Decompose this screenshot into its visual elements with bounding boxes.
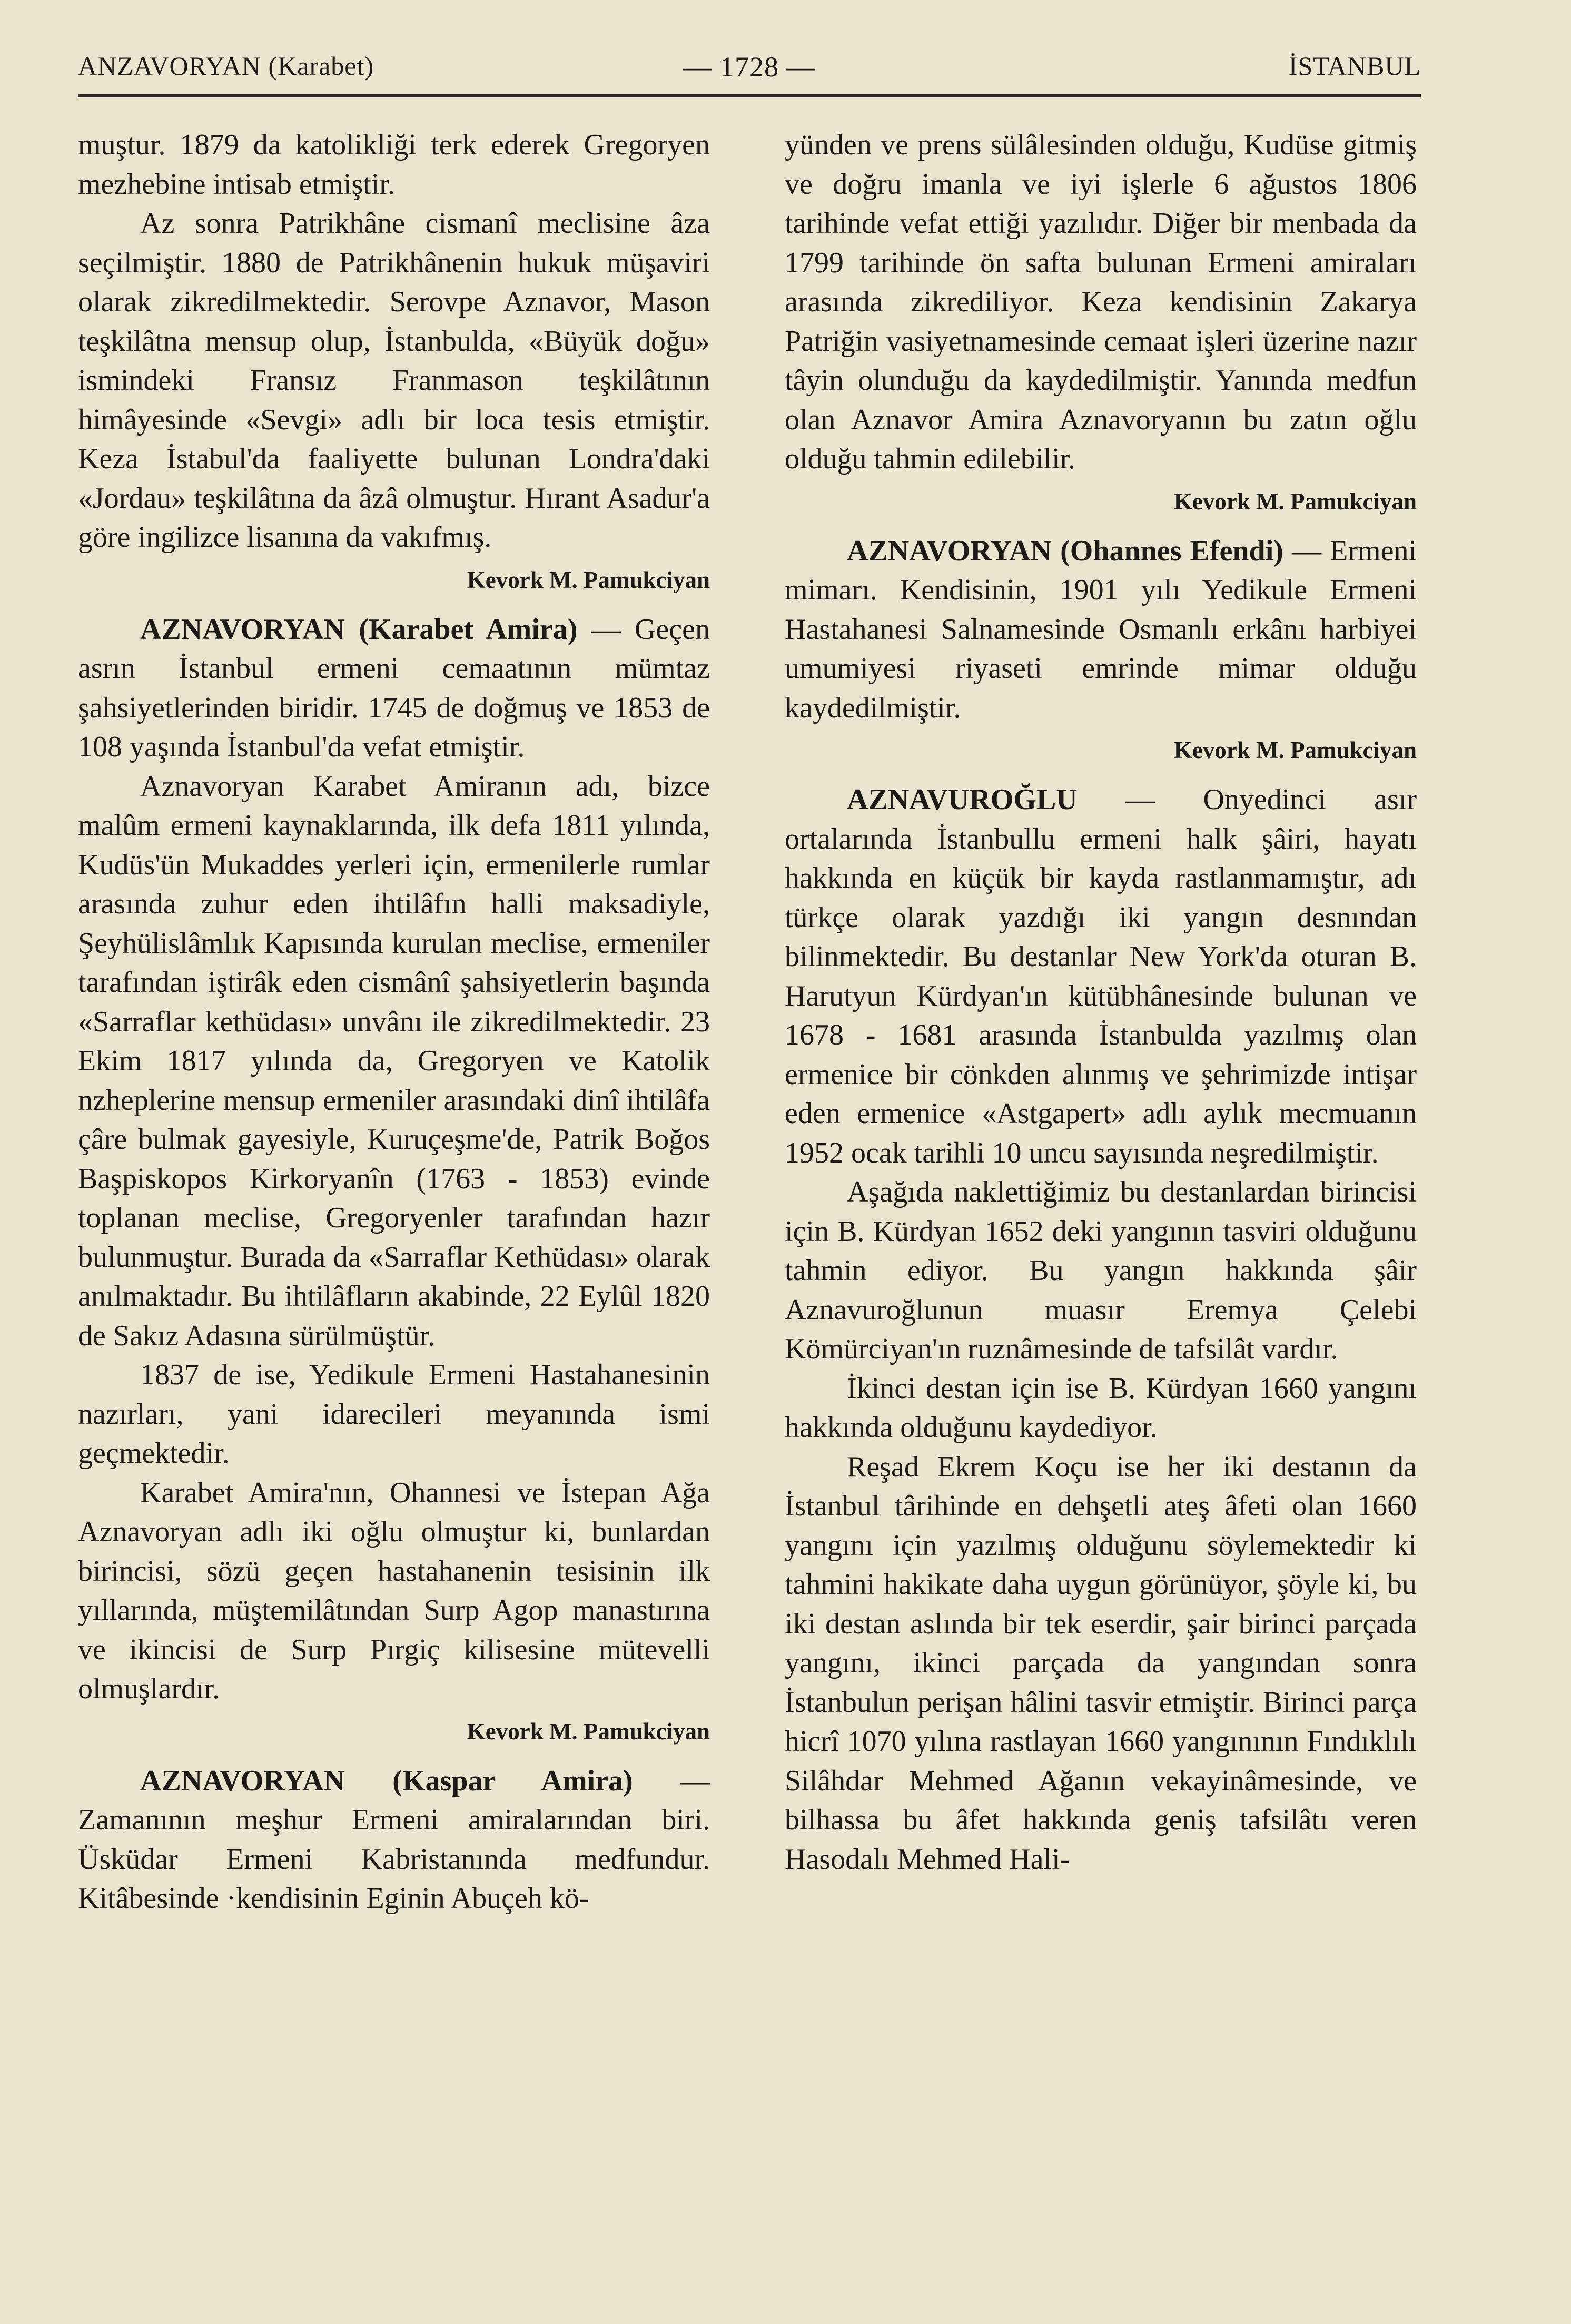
article-headword: AZNAVORYAN (Karabet Amira) [140, 613, 578, 646]
paragraph: Karabet Amira'nın, Ohannesi ve İstepan Ağa Aznavoryan adlı iki oğlu olmuştur ki, bunlardan birincisi, sözü geçen hastahanenin tesisinin ilk yıllarında, müştemilâtından Surp Agop manastırına ve ikincisi de Surp Pırgiç kilisesine mütevelli olmuşlardır. [78, 1476, 710, 1705]
right-column [785, 125, 1417, 1879]
paragraph: Aznavoryan Karabet Amiranın adı, bizce malûm ermeni kaynaklarında, ilk defa 1811 yılında, Kudüs'ün Mukaddes yerleri için, ermenilerle rumlar arasında zuhur eden ihtilâfın halli maksadiyle, Şeyhülislâmlık Kapısında kurulan meclise, ermeniler tarafından iştirâk eden cismânî şahsiyetlerin başında «Sarraflar kethüdası» unvânı ile zikredilmektedir. 23 Ekim 1817 yılında da, Gregoryen ve Katolik nzheplerine mensup ermeniler arasındaki dinî ihtilâfa çâre bulmak gayesiyle, Kuruçeşme'de, Patrik Boğos Başpiskopos Kirkoryanîn (1763 - 1853) evinde toplanan meclise, Gregoryenler tarafından hazır bulunmuştur. Burada da «Sarraflar Kethüdası» olarak anılmaktadır. Bu ihtilâfların akabinde, 22 Eylûl 1820 de Sakız Adasına sürülmüştür. [78, 770, 710, 1352]
left-column [78, 125, 710, 1918]
article-lead-text: — Geçen asrın İstanbul ermeni cemaatının mümtaz şahsiyetlerinden biridir. 1745 de doğmuş ve 1853 de 108 yaşında İstanbul'da vefat etmiştir. [78, 613, 710, 763]
author-signature: Kevork M. Pamukciyan [1173, 488, 1417, 515]
article-headword: AZNAVUROĞLU [847, 783, 1078, 816]
article-headword: AZNAVORYAN (Kaspar Amira) [140, 1764, 633, 1797]
article-headword: AZNAVORYAN (Ohannes Efendi) [847, 534, 1283, 567]
running-header [78, 51, 1421, 87]
paragraph: muştur. 1879 da katolikliği terk ederek Gregoryen mezhebine intisab etmiştir. [78, 129, 710, 201]
paragraph: Reşad Ekrem Koçu ise her iki destanın da İstanbul târihinde en dehşetli ateş âfeti olan 1660 yangını için yazılmış olduğunu söylemektedir ki tahmini hakikate daha uygun görünüyor, şöyle ki, bu iki destan aslında bir tek eserdir, şair birinci parçada yangını, ikinci parçada da yangından sonra İstanbulun perişan hâlini tasvir etmiştir. Birinci parça hicrî 1070 yılına rastlayan 1660 yangınının Fındıklılı Silâhdar Mehmed Ağanın vekayinâmesinde, ve bilhassa bu âfet hakkında geniş tafsilâtı veren Hasodalı Mehmed Hali- [785, 1450, 1417, 1876]
article-kaspar-amira [78, 1761, 710, 1918]
author-signature: Kevork M. Pamukciyan [467, 1718, 710, 1745]
article-lead-text: — Zamanının meşhur Ermeni amiralarından biri. Üsküdar Ermeni Kabristanında medfundur. Kitâbesinde ·kendisinin Eginin Abuçeh kö- [78, 1764, 710, 1915]
header-entry-title: ANZAVORYAN (Karabet) [78, 51, 374, 81]
header-rule [78, 94, 1421, 97]
page-number: — 1728 — [683, 51, 816, 83]
article-ohannes-efendi [785, 531, 1417, 728]
paragraph: 1837 de ise, Yedikule Ermeni Hastahanesinin nazırları, yani idarecileri meyanında ismi geçmektedir. [78, 1358, 710, 1470]
author-signature: Kevork M. Pamukciyan [1173, 737, 1417, 763]
article-karabet-amira [78, 610, 710, 767]
paragraph: İkinci destan için ise B. Kürdyan 1660 yangını hakkında olduğunu kaydediyor. [785, 1372, 1417, 1444]
article-lead-text: — Ermeni mimarı. Kendisinin, 1901 yılı Yedikule Ermeni Hastahanesi Salnamesinde Osmanlı erkânı harbiyei umumiyesi riyaseti emrinde mimar olduğu kaydedilmiştir. [785, 534, 1417, 724]
article-aznavuroglu [785, 780, 1417, 1173]
header-encyclopedia-name: İSTANBUL [1288, 51, 1421, 81]
paragraph: Aşağıda naklettiğimiz bu destanlardan birincisi için B. Kürdyan 1652 deki yangının tasviri olduğunu tahmin ediyor. Bu yangın hakkında şâir Aznavuroğlunun muasır Eremya Çelebi Kömürciyan'ın ruznâmesinde de tafsilât vardır. [785, 1176, 1417, 1365]
paragraph: Az sonra Patrikhâne cismanî meclisine âza seçilmiştir. 1880 de Patrikhânenin hukuk müşaviri olarak zikredilmektedir. Serovpe Aznavor, Mason teşkilâtna mensup olup, İstanbulda, «Büyük doğu» ismindeki Fransız Franmason teşkilâtının himâyesinde «Sevgi» adlı bir loca tesis etmiştir. Keza İstabul'da faaliyette bulunan Londra'daki «Jordau» teşkilâtına da âzâ olmuştur. Hırant Asadur'a göre ingilizce lisanına da vakıfmış. [78, 207, 710, 554]
article-lead-text: — Onyedinci asır ortalarında İstanbullu ermeni halk şâiri, hayatı hakkında en küçük bir kayda rastlanmamıştır, adı türkçe olarak yazdığı iki yangın desnından bilinmektedir. Bu destanlar New York'da oturan B. Harutyun Kürdyan'ın kütübhânesinde bulunan ve 1678 - 1681 arasında İstanbulda yazılmış olan ermenice bir cönkden alınmış ve şehrimizde intişar eden ermenice «Astgapert» adlı aylık mecmuanın 1952 ocak tarihli 10 uncu sayısında neşredilmiştir. [785, 783, 1417, 1169]
author-signature: Kevork M. Pamukciyan [467, 566, 710, 593]
paragraph: yünden ve prens sülâlesinden olduğu, Kudüse gitmiş ve doğru imanla ve iyi işlerle 6 ağustos 1806 tarihinde vefat ettiği yazılıdır. Diğer bir menbada da 1799 tarihinde ön safta bulunan Ermeni amiraları arasında zikrediliyor. Keza kendisinin Zakarya Patriğin vasiyetnamesinde cemaat işleri üzerine nazır tâyin olunduğu da kaydedilmiştir. Yanında medfun olan Aznavor Amira Aznavoryanın bu zatın oğlu olduğu tahmin edilebilir. [785, 129, 1417, 475]
